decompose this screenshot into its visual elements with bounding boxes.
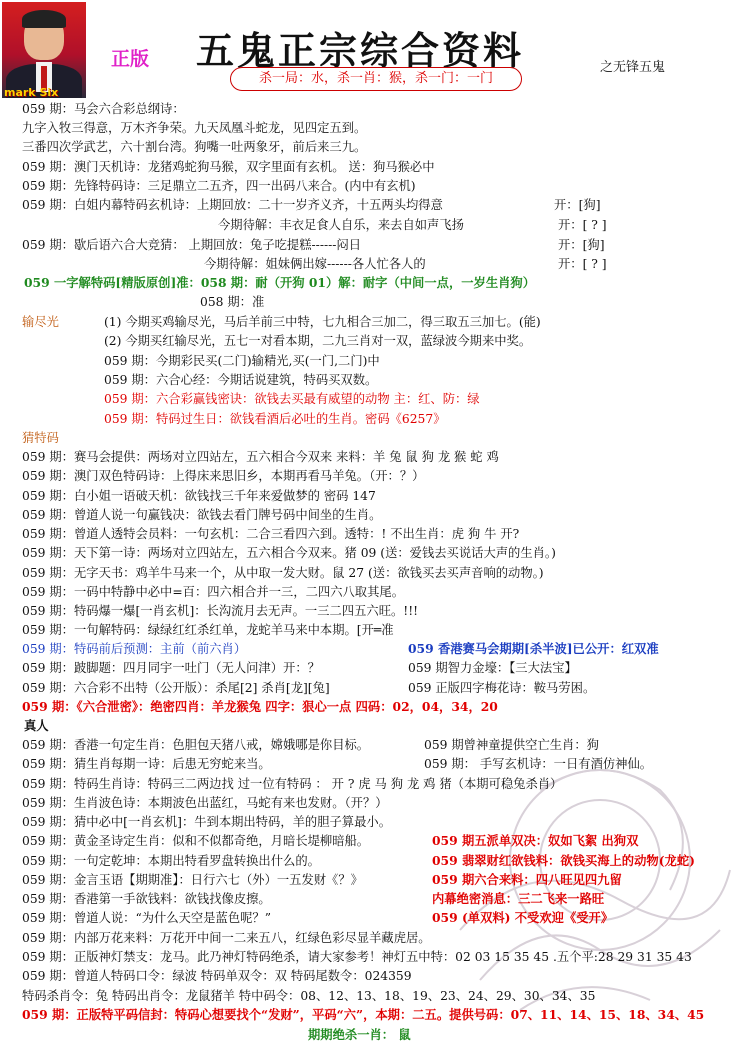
- text-line: 059 期：香港一句定生肖：色胆包天猪八戒，嫦娥哪是你目标。: [22, 738, 370, 752]
- text-line: 059 期：曾道人说：“为什么天空是蓝色呢？”: [22, 911, 272, 925]
- text-line: 059 期：正版神灯禁支：龙马。此乃神灯特码绝杀，请大家参考！神灯五中特：02 03 15 35 45 .五个平:28 29 31 35 43: [22, 950, 692, 964]
- text-line: 九字入牧三得意，万木齐争荣。九天凤凰斗蛇龙，见四定五到。: [22, 121, 367, 135]
- text-line: 059 期：《六合泄密》：绝密四肖：羊龙猴兔 四字：狠心一点 四码：02，04，34，20: [22, 699, 498, 714]
- text-line: 059 (单双料) 不受欢迎《受开》: [432, 910, 614, 925]
- text-line: 059 期：金言玉语【期期准】：日行六七（外）一五发财《？》: [22, 873, 363, 887]
- text-line: 059 期：六合彩不出特（公开版）：杀尾[2] 杀肖[龙][兔]: [22, 681, 330, 695]
- text-line: 059 翡翠财红欲钱料：欲钱买海上的动物(龙蛇): [432, 853, 695, 868]
- text-line: 059 期：歇后语六合大竞猜： 上期回放：兔子吃提糕------闷日: [22, 238, 362, 252]
- text-line: 059 期：白小姐一语破天机：欲钱找三千年来爱做梦的 密码 147: [22, 489, 376, 503]
- text-line: 059 期：澳门双色特码诗：上得床来思旧乡，本期再看马羊兔。（开：？）: [22, 469, 425, 483]
- text-line: 058 期：准: [200, 295, 265, 309]
- text-line: 059 期：一句定乾坤：本期出特看罗盘转换出什么的。: [22, 854, 320, 868]
- text-line: 059 期：特码过生日：欲钱看酒后必吐的生肖。密码《6257》: [104, 412, 446, 426]
- text-line: 059 期：跛脚题：四月同宇一吐门（无人问津）开：？: [22, 661, 320, 675]
- text-line: 今期待解：丰衣足食人自乐，来去自如声飞扬: [218, 218, 464, 232]
- text-line: 059 期：猜中必中[一肖玄机]：牛到本期出特码，羊的胆子算最小。: [22, 815, 391, 829]
- text-line: 059 期智力金壕：【三大法宝】: [408, 661, 577, 675]
- text-line: 059 期：天下第一诗：两场对立四站左，五六相合今双来。猪 09 (送：爱钱去买说话大声的生肖。): [22, 546, 556, 560]
- text-line: 开：[狗]: [554, 198, 601, 212]
- text-line: 059 期：曾道人透特会员料：一句玄机：二合三看四六到。透特：! 不出生肖：虎 狗 牛 开?: [22, 527, 520, 541]
- text-line: 059 期：六合心经：今期话说建筑，特码买双数。: [104, 373, 378, 387]
- text-line: 059 期：一句解特码：绿绿红红杀红单，龙蛇羊马来中本期。[开═准: [22, 623, 394, 637]
- text-line: (2) 今期买红输尽光，五七一对看本期，二九三肖对一双，蓝绿波今期来中奖。: [104, 334, 532, 348]
- text-line: 今期待解：姐妹俩出嫁------各人忙各人的: [204, 257, 426, 271]
- text-line: 特码杀肖令：兔 特码出肖令：龙鼠猪羊 特中码令：08、12、13、18、19、23、24、29、30、34、35: [22, 989, 596, 1003]
- author-photo: [2, 2, 86, 98]
- logo-text: mark Six: [4, 86, 59, 99]
- text-line: 059 期：一码中特静中必中=百：四六相合并一三，二四六八取其尾。: [22, 585, 404, 599]
- text-line: 059 期：澳门天机诗：龙猪鸡蛇狗马猴，双字里面有玄机。 送：狗马猴必中: [22, 160, 435, 174]
- author-name: 之无锋五鬼: [600, 60, 666, 75]
- text-line: 开：[ ? ]: [558, 257, 607, 271]
- text-line: 059 期：曾道人说一句赢钱决：欲钱去看门牌号码中间坐的生肖。: [22, 508, 382, 522]
- text-line: 059 期：黄金圣诗定生肖：似和不似都奇绝，月暗长堤柳暗船。: [22, 834, 370, 848]
- edition-label: 正版: [111, 48, 150, 70]
- text-line: 059 期：正版特平码信封：特码心想要找个“发财”，平码“六”，本期：二五。提供号码：07、11、14、15、18、34、45: [22, 1007, 705, 1022]
- text-line: 输尽光: [22, 315, 59, 329]
- text-line: 猜特码: [22, 431, 59, 445]
- text-line: 059 期：特码爆一爆[一肖玄机]：长沟流月去无声。一三二四五六旺。!!!: [22, 604, 419, 618]
- text-line: 059 期：曾道人特码口令：绿波 特码单双令：双 特码尾数令：024359: [22, 969, 412, 983]
- text-line: 059 期：特码生肖诗：特码三二两边找 过一位有特码 ： 开 ? 虎 马 狗 龙 鸡 猪（本期可稳兔杀肖）: [22, 777, 563, 791]
- text-line: 059 期： 手写玄机诗：一日有酒仿神仙。: [424, 757, 653, 771]
- text-line: 059 期：白姐内幕特码玄机诗：上期回放：二十一岁齐义齐，十五两头均得意: [22, 198, 443, 212]
- text-line: 059 期：先锋特码诗：三足鼎立二五齐，四一出码八来合。(内中有玄机): [22, 179, 416, 193]
- text-line: 059 期：无字天书：鸡羊牛马来一个，从中取一发大财。鼠 27 (送：欲钱买去买声音响的动物。): [22, 566, 544, 580]
- text-line: 059 期：猜生肖每期一诗：后患无穷蛇来当。: [22, 757, 271, 771]
- text-line: 059 香港赛马会期期[杀半波]已公开：红双准: [408, 641, 659, 656]
- text-line: 059 期曾神童提供空亡生肖：狗: [424, 738, 599, 752]
- text-line: 059 一字解特码[精版原创]准：058 期：耐（开狗 01）解：耐字（中间一点，一岁生肖狗）: [24, 275, 536, 290]
- text-line: 059 期：特码前后预测：主前（前六肖）: [22, 642, 247, 656]
- text-line: 059 期：内部万花来料：万花开中间一二来五八，红绿色彩尽显羊藏虎居。: [22, 931, 431, 945]
- slogan-box: 杀一局：水，杀一肖：猴，杀一门：一门: [230, 67, 522, 91]
- text-line: 内幕绝密消息：三二飞来一路旺: [432, 891, 605, 906]
- text-line: 059 期六合来料：四八旺见四九留: [432, 872, 622, 887]
- text-line: (1) 今期买鸡输尽光，马后羊前三中特，七九相合三加二，得三取五三加七。(能): [104, 315, 541, 329]
- page-title: 五鬼正宗综合资料: [196, 28, 525, 73]
- text-line: 059 期：马会六合彩总纲诗：: [22, 102, 185, 116]
- text-line: 059 期：生肖波色诗：本期波色出蓝红，马蛇有来也发财。（开？）: [22, 796, 388, 810]
- text-line: 059 期五派单双决：奴如飞絮 出狗双: [432, 833, 639, 848]
- text-line: 期期绝杀一肖： 鼠: [308, 1027, 411, 1042]
- text-line: 三番四次学武艺，六十割台湾。狗嘴一吐两象牙，前后来三九。: [22, 140, 367, 154]
- text-line: 开：[ ? ]: [558, 218, 607, 232]
- text-line: 059 期：六合彩赢钱密诀：欲钱去买最有威望的动物 主：红、防：绿: [104, 392, 480, 406]
- text-line: 059 期：赛马会提供：两场对立四站左，五六相合今双来 来料：羊 兔 鼠 狗 龙 猴 蛇 鸡: [22, 450, 499, 464]
- text-line: 059 期：今期彩民买(二门)输精光,买(一门,二门)中: [104, 354, 380, 368]
- text-line: 真人: [24, 718, 49, 733]
- text-line: 059 期：香港第一手欲钱料：欲钱找像皮擦。: [22, 892, 271, 906]
- text-line: 059 正版四字梅花诗：鞍马劳困。: [408, 681, 596, 695]
- text-line: 开：[狗]: [558, 238, 605, 252]
